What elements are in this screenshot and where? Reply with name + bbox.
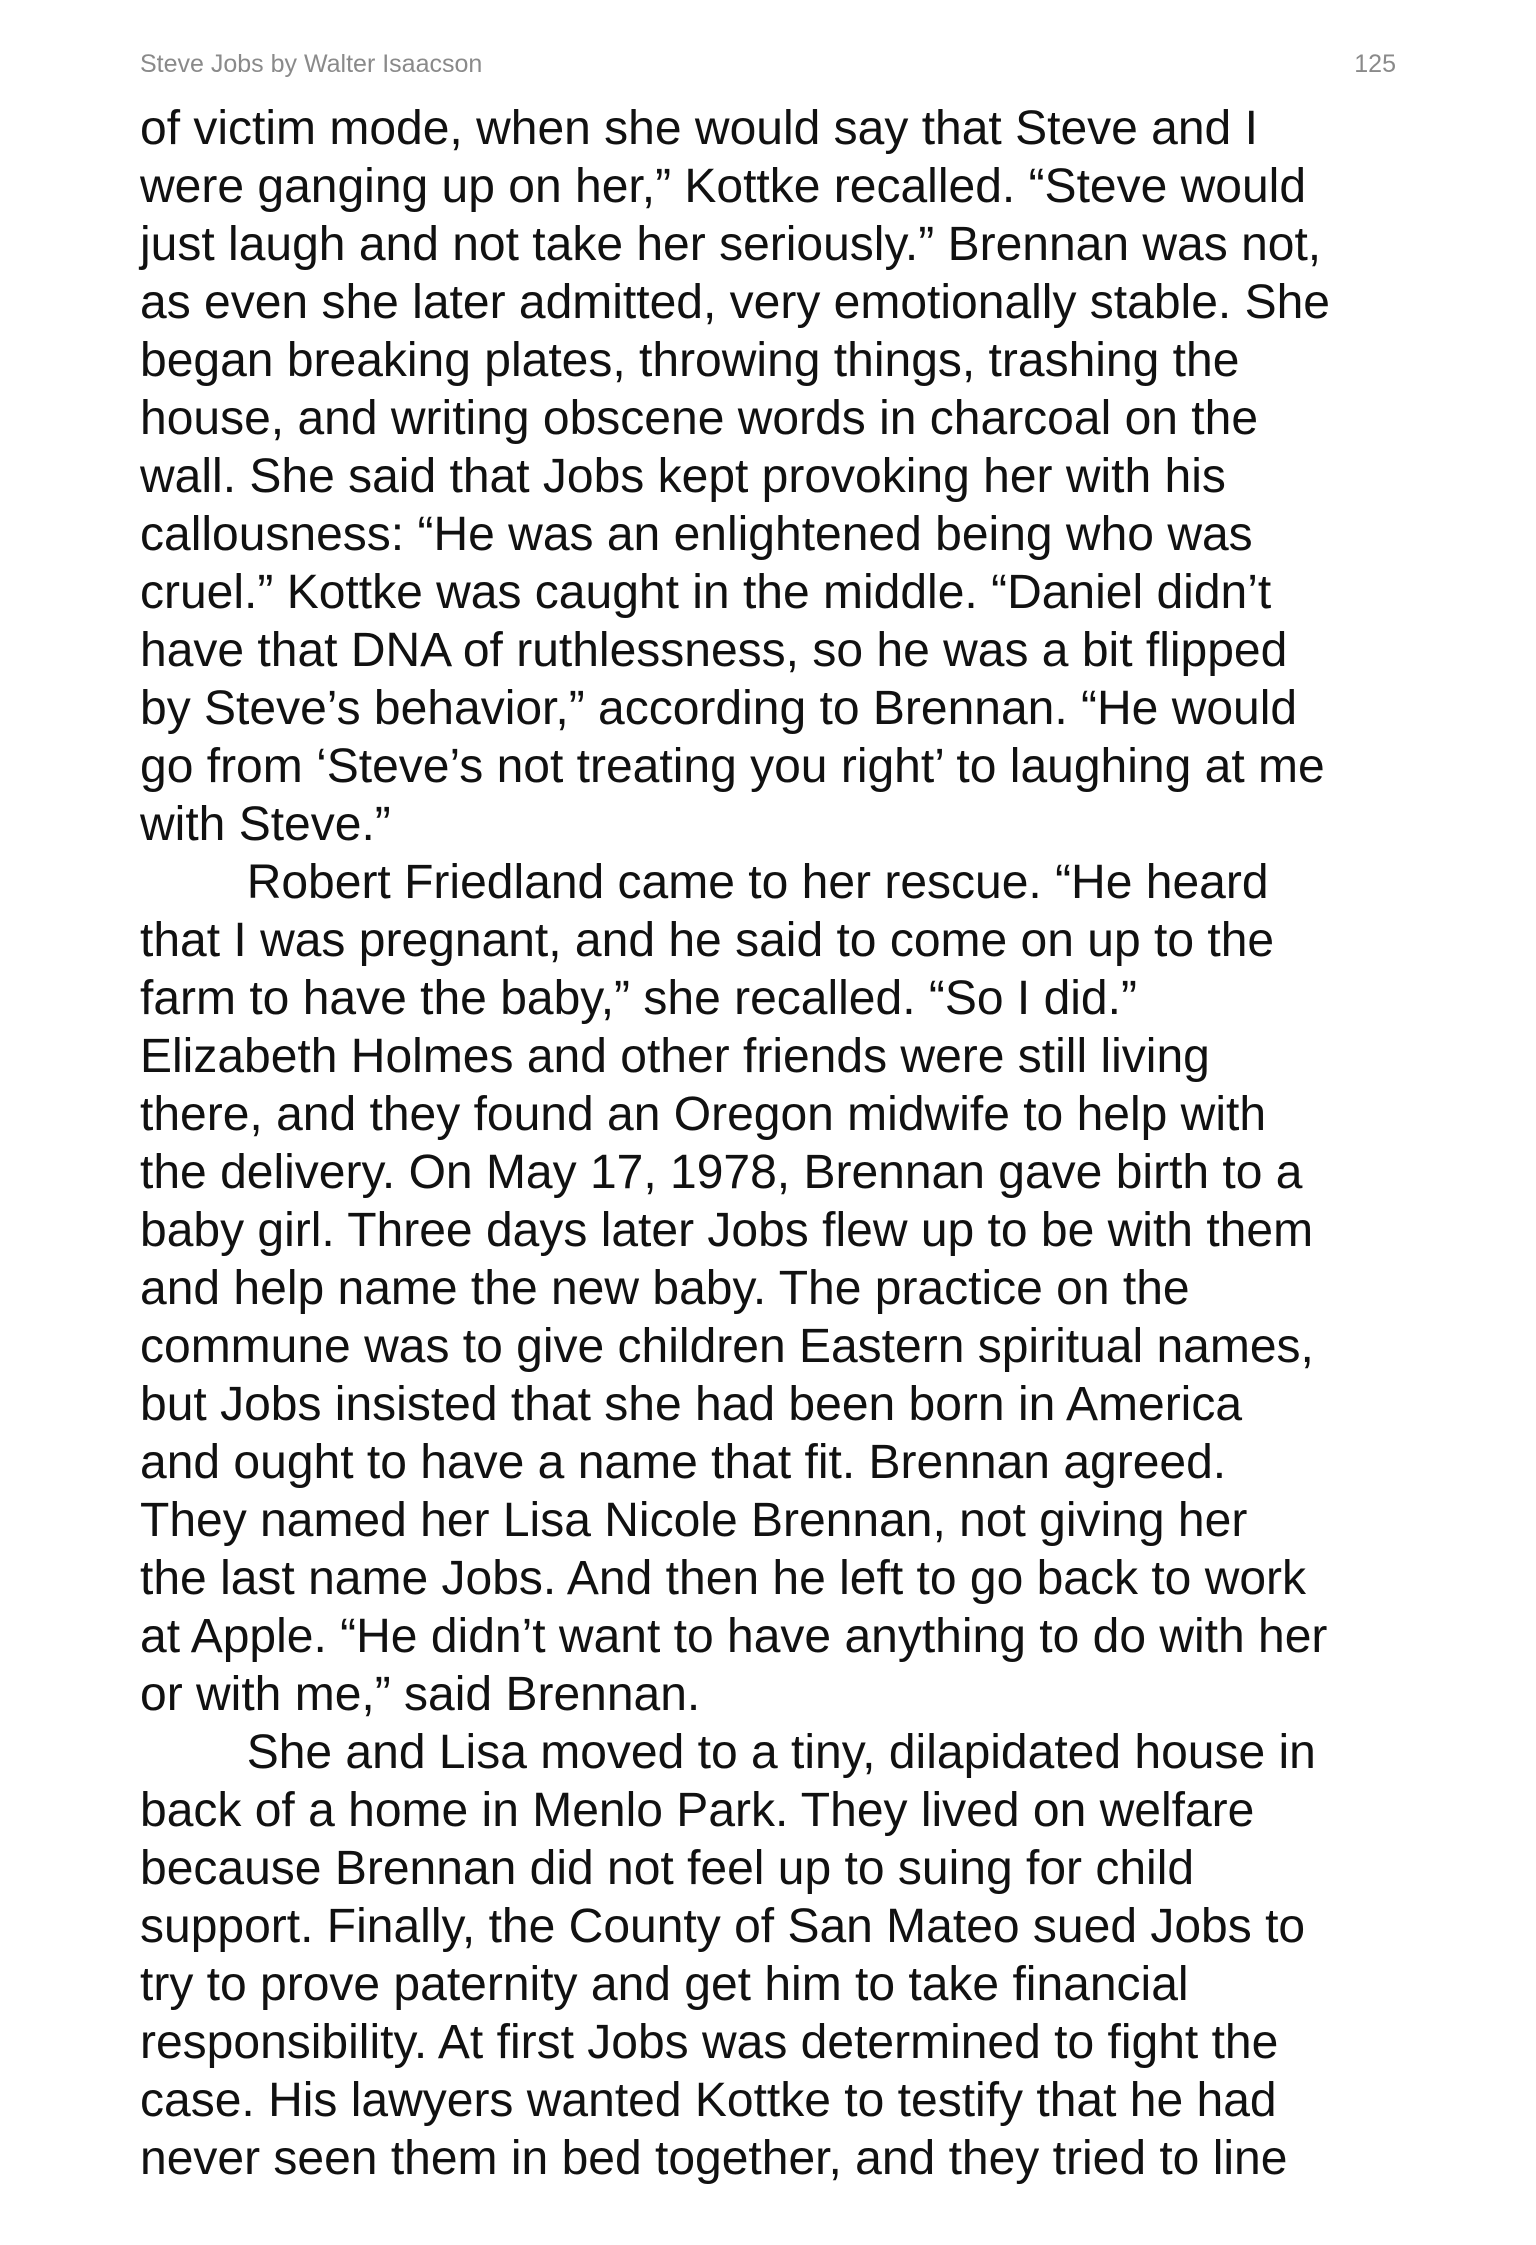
text-line: never seen them in bed together, and they tried to line [140,2132,1288,2185]
text-line: as even she later admitted, very emotionally stable. She [140,276,1330,329]
text-line: support. Finally, the County of San Mateo sued Jobs to [140,1900,1306,1953]
page-header [140,50,1396,84]
text-line: with Steve.” [140,798,391,851]
text-line: wall. She said that Jobs kept provoking her with his [140,450,1226,503]
text-line: the delivery. On May 17, 1978, Brennan gave birth to a [140,1146,1303,1199]
text-line: baby girl. Three days later Jobs flew up to be with them [140,1204,1314,1257]
text-line: cruel.” Kottke was caught in the middle. “Daniel didn’t [140,566,1272,619]
text-line: responsibility. At first Jobs was determined to fight the [140,2016,1279,2069]
page-body-text [140,100,1410,2188]
text-line: by Steve’s behavior,” according to Brennan. “He would [140,682,1298,735]
text-line: farm to have the baby,” she recalled. “So I did.” [140,972,1137,1025]
text-line: but Jobs insisted that she had been born in America [140,1378,1243,1431]
text-line: were ganging up on her,” Kottke recalled. “Steve would [140,160,1307,213]
running-title: Steve Jobs by Walter Isaacson [140,50,483,78]
text-line: the last name Jobs. And then he left to go back to work [140,1552,1307,1605]
text-line: just laugh and not take her seriously.” Brennan was not, [140,218,1322,271]
text-line: case. His lawyers wanted Kottke to testify that he had [140,2074,1277,2127]
text-line: house, and writing obscene words in charcoal on the [140,392,1259,445]
text-line: or with me,” said Brennan. [140,1668,701,1721]
text-line: at Apple. “He didn’t want to have anything to do with her [140,1610,1328,1663]
text-line: back of a home in Menlo Park. They lived on welfare [140,1784,1255,1837]
text-line: go from ‘Steve’s not treating you right’ to laughing at me [140,740,1325,793]
text-line: She and Lisa moved to a tiny, dilapidated house in [140,1726,1316,1779]
text-line: Elizabeth Holmes and other friends were still living [140,1030,1210,1083]
text-line: try to prove paternity and get him to take financial [140,1958,1189,2011]
text-line: and help name the new baby. The practice on the [140,1262,1190,1315]
text-line: They named her Lisa Nicole Brennan, not giving her [140,1494,1248,1547]
text-line: have that DNA of ruthlessness, so he was a bit flipped [140,624,1288,677]
text-line: Robert Friedland came to her rescue. “He heard [140,856,1269,909]
text-line: that I was pregnant, and he said to come on up to the [140,914,1275,967]
text-line: began breaking plates, throwing things, trashing the [140,334,1240,387]
text-line: commune was to give children Eastern spiritual names, [140,1320,1314,1373]
text-line: and ought to have a name that fit. Brennan agreed. [140,1436,1227,1489]
page-number: 125 [1354,50,1396,78]
text-line: callousness: “He was an enlightened being who was [140,508,1253,561]
text-line: because Brennan did not feel up to suing for child [140,1842,1195,1895]
text-line: there, and they found an Oregon midwife to help with [140,1088,1267,1141]
text-line: of victim mode, when she would say that Steve and I [140,102,1258,155]
